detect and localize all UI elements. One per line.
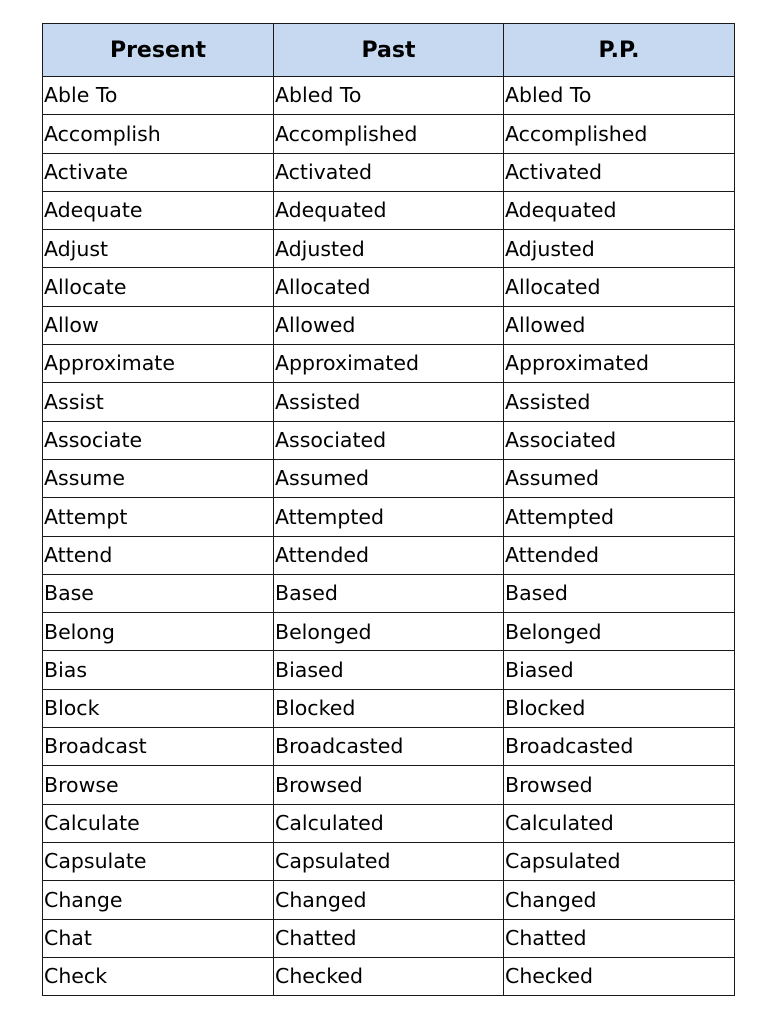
cell-present: Associate bbox=[43, 421, 274, 459]
table-row bbox=[43, 842, 735, 880]
verb-forms-table bbox=[42, 23, 735, 996]
cell-past-participle: Belonged bbox=[504, 613, 735, 651]
table-row bbox=[43, 957, 735, 995]
table-row bbox=[43, 728, 735, 766]
cell-past-participle: Browsed bbox=[504, 766, 735, 804]
table-body bbox=[43, 77, 735, 996]
table-row bbox=[43, 115, 735, 153]
cell-present: Attend bbox=[43, 536, 274, 574]
cell-past-participle: Adequated bbox=[504, 191, 735, 229]
cell-past: Browsed bbox=[274, 766, 504, 804]
cell-past: Associated bbox=[274, 421, 504, 459]
cell-past: Chatted bbox=[274, 919, 504, 957]
table-row bbox=[43, 766, 735, 804]
cell-past-participle: Allowed bbox=[504, 306, 735, 344]
table-row bbox=[43, 919, 735, 957]
cell-present: Belong bbox=[43, 613, 274, 651]
cell-past: Accomplished bbox=[274, 115, 504, 153]
cell-past-participle: Activated bbox=[504, 153, 735, 191]
cell-past: Assumed bbox=[274, 459, 504, 497]
cell-past: Activated bbox=[274, 153, 504, 191]
table-row bbox=[43, 230, 735, 268]
cell-past-participle: Chatted bbox=[504, 919, 735, 957]
cell-past: Allocated bbox=[274, 268, 504, 306]
cell-past: Belonged bbox=[274, 613, 504, 651]
cell-past: Adjusted bbox=[274, 230, 504, 268]
cell-past-participle: Blocked bbox=[504, 689, 735, 727]
table-row bbox=[43, 383, 735, 421]
table-header bbox=[43, 24, 735, 77]
cell-past-participle: Approximated bbox=[504, 345, 735, 383]
table-row bbox=[43, 536, 735, 574]
table-row bbox=[43, 881, 735, 919]
table-row bbox=[43, 613, 735, 651]
cell-past-participle: Broadcasted bbox=[504, 728, 735, 766]
cell-present: Allow bbox=[43, 306, 274, 344]
cell-past-participle: Attempted bbox=[504, 498, 735, 536]
table-row bbox=[43, 689, 735, 727]
cell-present: Chat bbox=[43, 919, 274, 957]
table-row bbox=[43, 191, 735, 229]
cell-past-participle: Biased bbox=[504, 651, 735, 689]
header-row bbox=[43, 24, 735, 77]
cell-past: Broadcasted bbox=[274, 728, 504, 766]
table-row bbox=[43, 268, 735, 306]
cell-present: Broadcast bbox=[43, 728, 274, 766]
cell-present: Able To bbox=[43, 77, 274, 115]
cell-present: Allocate bbox=[43, 268, 274, 306]
cell-present: Adjust bbox=[43, 230, 274, 268]
cell-past-participle: Abled To bbox=[504, 77, 735, 115]
cell-past: Abled To bbox=[274, 77, 504, 115]
cell-present: Accomplish bbox=[43, 115, 274, 153]
cell-past: Blocked bbox=[274, 689, 504, 727]
cell-past: Calculated bbox=[274, 804, 504, 842]
cell-past: Adequated bbox=[274, 191, 504, 229]
table-row bbox=[43, 153, 735, 191]
header-past: Past bbox=[274, 24, 504, 77]
cell-present: Adequate bbox=[43, 191, 274, 229]
cell-past-participle: Assisted bbox=[504, 383, 735, 421]
cell-past-participle: Associated bbox=[504, 421, 735, 459]
table-row bbox=[43, 421, 735, 459]
cell-past: Attended bbox=[274, 536, 504, 574]
cell-past: Changed bbox=[274, 881, 504, 919]
cell-past-participle: Calculated bbox=[504, 804, 735, 842]
table-row bbox=[43, 77, 735, 115]
cell-present: Calculate bbox=[43, 804, 274, 842]
cell-present: Approximate bbox=[43, 345, 274, 383]
cell-past: Attempted bbox=[274, 498, 504, 536]
cell-past-participle: Adjusted bbox=[504, 230, 735, 268]
cell-past: Allowed bbox=[274, 306, 504, 344]
cell-present: Attempt bbox=[43, 498, 274, 536]
cell-past-participle: Based bbox=[504, 574, 735, 612]
table-row bbox=[43, 498, 735, 536]
table-row bbox=[43, 345, 735, 383]
cell-past: Approximated bbox=[274, 345, 504, 383]
cell-past: Biased bbox=[274, 651, 504, 689]
header-present: Present bbox=[43, 24, 274, 77]
cell-past-participle: Checked bbox=[504, 957, 735, 995]
cell-present: Bias bbox=[43, 651, 274, 689]
cell-past-participle: Assumed bbox=[504, 459, 735, 497]
cell-present: Assist bbox=[43, 383, 274, 421]
cell-past-participle: Capsulated bbox=[504, 842, 735, 880]
cell-present: Assume bbox=[43, 459, 274, 497]
table-row bbox=[43, 306, 735, 344]
cell-present: Change bbox=[43, 881, 274, 919]
cell-present: Block bbox=[43, 689, 274, 727]
cell-past-participle: Changed bbox=[504, 881, 735, 919]
cell-present: Browse bbox=[43, 766, 274, 804]
cell-present: Base bbox=[43, 574, 274, 612]
cell-present: Activate bbox=[43, 153, 274, 191]
cell-past-participle: Allocated bbox=[504, 268, 735, 306]
cell-present: Check bbox=[43, 957, 274, 995]
cell-past: Checked bbox=[274, 957, 504, 995]
table-row bbox=[43, 804, 735, 842]
table-row bbox=[43, 459, 735, 497]
cell-present: Capsulate bbox=[43, 842, 274, 880]
cell-past-participle: Attended bbox=[504, 536, 735, 574]
cell-past: Based bbox=[274, 574, 504, 612]
cell-past-participle: Accomplished bbox=[504, 115, 735, 153]
cell-past: Capsulated bbox=[274, 842, 504, 880]
table-row bbox=[43, 574, 735, 612]
header-past-participle: P.P. bbox=[504, 24, 735, 77]
cell-past: Assisted bbox=[274, 383, 504, 421]
table-row bbox=[43, 651, 735, 689]
